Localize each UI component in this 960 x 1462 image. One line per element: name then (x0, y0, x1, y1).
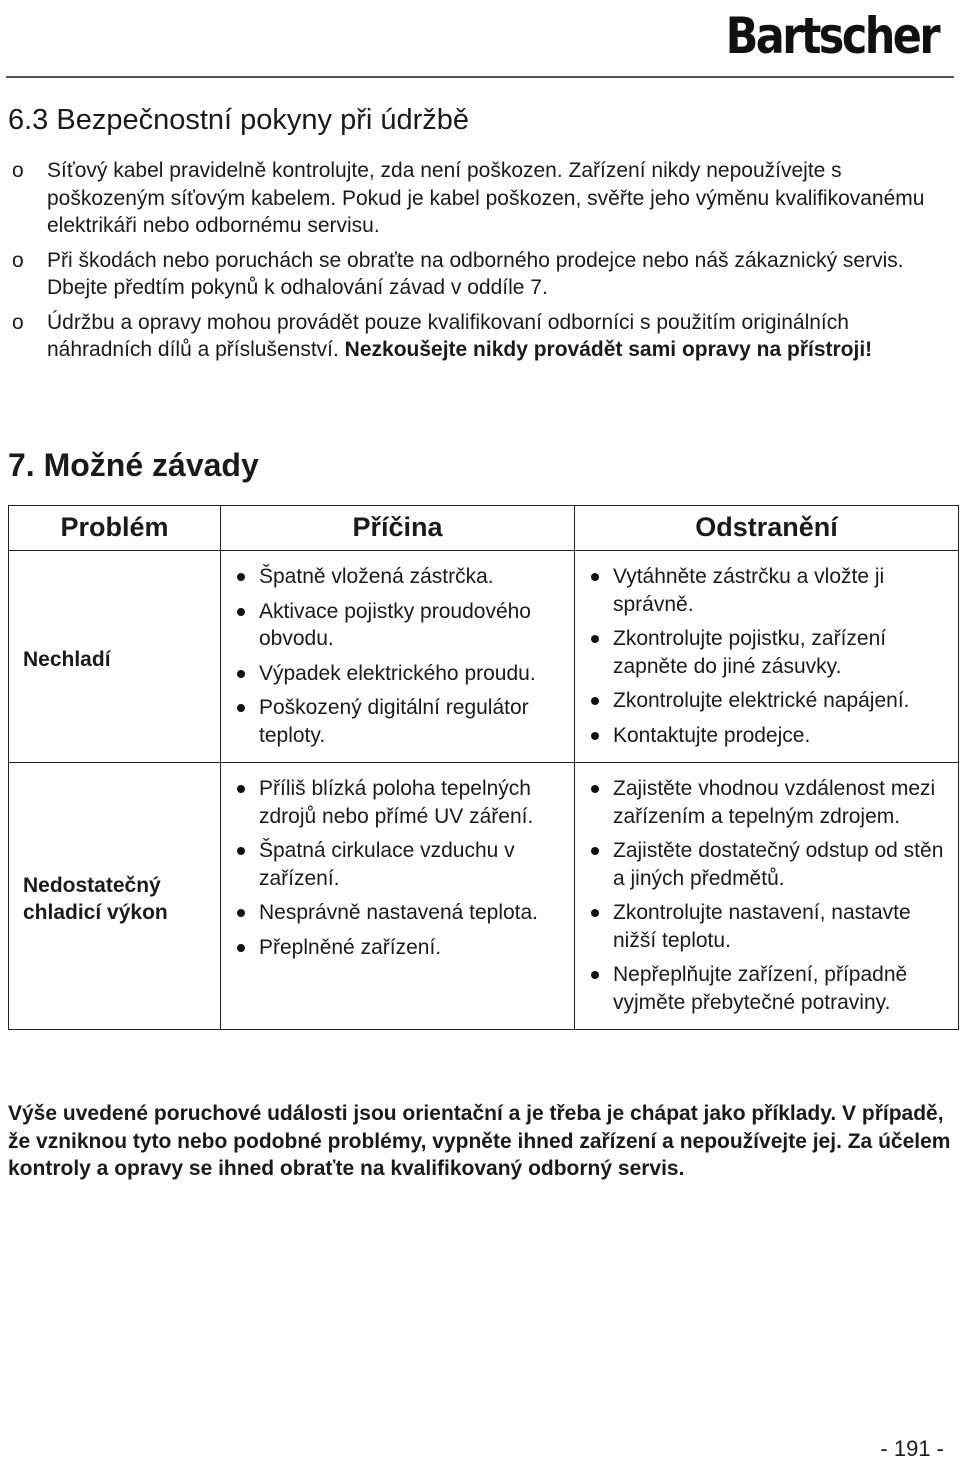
safety-item (12, 309, 958, 364)
remedy-item: Zajistěte vhodnou vzdálenost mezi zařízením a tepelným zdrojem. (583, 775, 950, 830)
cause-item: Nesprávně nastavená teplota. (229, 899, 566, 927)
remedy-item: Zkontrolujte nastavení, nastavte nižší teplotu. (583, 899, 950, 954)
cause-cell (221, 763, 575, 1030)
maintenance-safety-list (12, 157, 958, 371)
table-row (9, 551, 959, 763)
table-header-row (9, 506, 959, 551)
bullet-marker: o (12, 159, 24, 182)
remedy-item: Kontaktujte prodejce. (583, 722, 950, 750)
safety-item (12, 247, 958, 302)
safety-item-warning: Nezkoušejte nikdy provádět sami opravy na přístroji! (344, 338, 873, 361)
remedy-item: Nepřeplňujte zařízení, případně vyjměte přebytečné potraviny. (583, 961, 950, 1016)
problem-cell: Nechladí (9, 551, 221, 763)
page-number: - 191 - (880, 1436, 944, 1461)
cause-item: Aktivace pojistky proudového obvodu. (229, 598, 566, 653)
safety-item-text: Údržbu a opravy mohou provádět pouze kvalifikovaní odborníci s použitím originálních náhradních dílů a příslušenství. (47, 310, 849, 361)
remedy-cell (575, 763, 959, 1030)
column-header-remedy: Odstranění (575, 506, 959, 551)
safety-item-text: Při škodách nebo poruchách se obraťte na odborného prodejce nebo náš zákaznický servis. Dbejte předtím pokynů k odhalování závad v oddíle 7. (47, 248, 904, 299)
cause-item: Poškozený digitální regulátor teploty. (229, 694, 566, 749)
bartscher-logo: Bartscher (725, 7, 938, 65)
cause-item: Výpadek elektrického proudu. (229, 660, 566, 688)
section-6-3-title: 6.3 Bezpečnostní pokyny při údržbě (8, 104, 470, 136)
remedy-item: Vytáhněte zástrčku a vložte ji správně. (583, 563, 950, 618)
cause-item: Přeplněné zařízení. (229, 934, 566, 962)
cause-item: Špatná cirkulace vzduchu v zařízení. (229, 837, 566, 892)
remedy-item: Zkontrolujte elektrické napájení. (583, 687, 950, 715)
column-header-cause: Příčina (221, 506, 575, 551)
cause-item: Příliš blízká poloha tepelných zdrojů nebo přímé UV záření. (229, 775, 566, 830)
safety-item (12, 157, 958, 240)
remedy-cell (575, 551, 959, 763)
header-divider (6, 76, 954, 78)
safety-item-text: Síťový kabel pravidelně kontrolujte, zda není poškozen. Zařízení nikdy nepoužívejte s poškozeným síťovým kabelem. Pokud je kabel poškozen, svěřte jeho výměnu kvalifikovanému elektrikáři nebo odbornému servisu. (47, 159, 925, 237)
bullet-marker: o (12, 248, 24, 272)
remedy-item: Zkontrolujte pojistku, zařízení zapněte do jiné zásuvky. (583, 625, 950, 680)
fault-note: Výše uvedené poruchové události jsou orientační a je třeba je chápat jako příklady. V případě, že vzniknou tyto nebo podobné problémy, vypněte ihned zařízení a nepoužívejte jej. Za účelem kontroly a opravy se ihned obraťte na kvalifikovaný odborný servis. (8, 1102, 951, 1180)
bullet-marker: o (12, 310, 24, 334)
fault-table (8, 505, 959, 1030)
cause-item: Špatně vložená zástrčka. (229, 563, 566, 591)
section-7-title: 7. Možné závady (8, 447, 259, 483)
problem-cell: Nedostatečný chladicí výkon (9, 763, 221, 1030)
cause-cell (221, 551, 575, 763)
table-row (9, 763, 959, 1030)
column-header-problem: Problém (9, 506, 221, 551)
remedy-item: Zajistěte dostatečný odstup od stěn a jiných předmětů. (583, 837, 950, 892)
